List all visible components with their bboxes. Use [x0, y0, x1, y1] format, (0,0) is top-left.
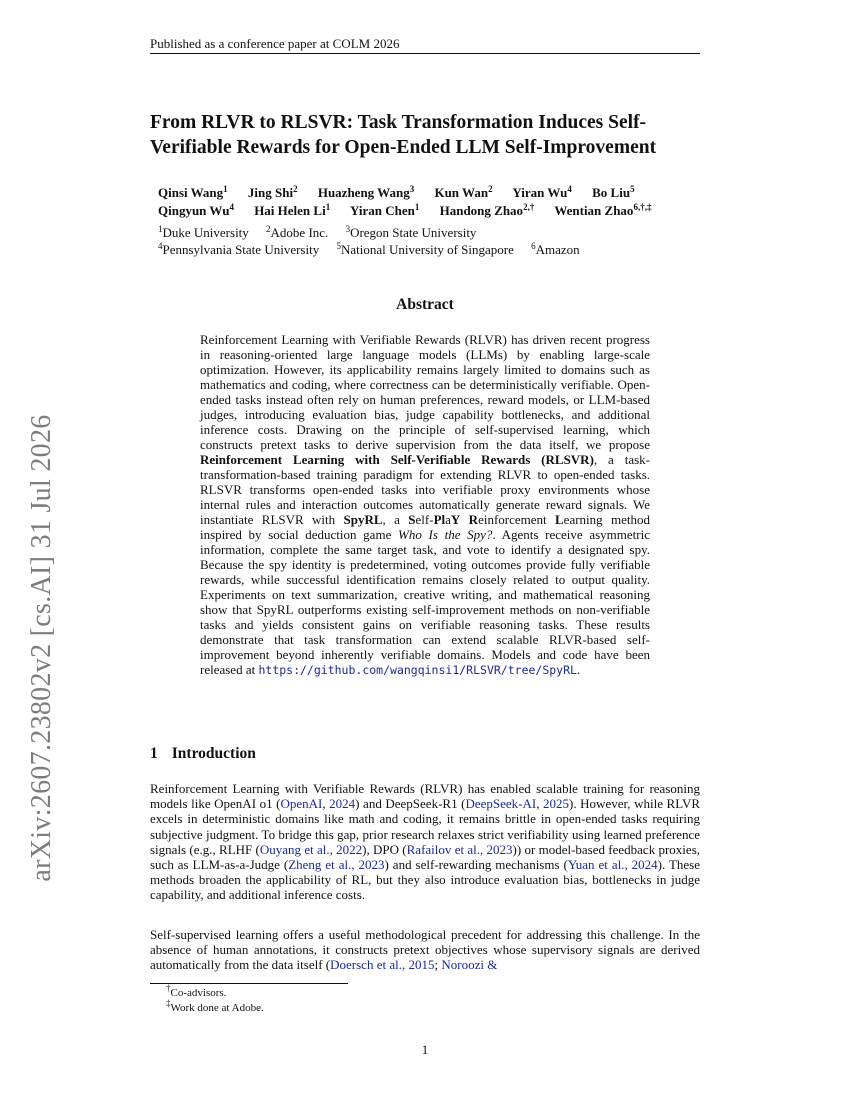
affiliation: $^2$Adobe Inc. [266, 224, 329, 240]
author: Yiran Wu$^4$ [512, 184, 572, 200]
footnote-adobe: ‡Work done at Adobe. [166, 998, 264, 1014]
author: Hai Helen Li$^1$ [254, 202, 331, 218]
footnote-co-advisors: †Co-advisors. [166, 983, 227, 999]
spyrl-name: SpyRL [343, 512, 383, 527]
title-line-1: From RLVR to RLSVR: Task Transformation Induces Self- [150, 112, 647, 133]
paper-title [150, 110, 710, 160]
citation-link[interactable]: Zheng et al., 2023 [288, 857, 385, 873]
section-heading-introduction: 1 Introduction [150, 745, 256, 762]
citation-link[interactable]: Yuan et al., 2024 [567, 857, 658, 873]
method-name: Reinforcement Learning with Self-Verifiable Rewards (RLSVR) [200, 452, 594, 467]
author: Jing Shi$^2$ [247, 184, 298, 200]
footnote-rule [150, 983, 348, 984]
affiliation-list [158, 224, 718, 258]
citation-link[interactable]: Doersch et al., 2015 [330, 957, 435, 973]
affiliation: $^3$Oregon State University [345, 224, 477, 240]
spyrl-expansion: Self-PlaY Reinforcement Learning [408, 512, 603, 527]
author: Qinsi Wang$^1$ [158, 184, 228, 200]
author: Handong Zhao$^{2,\dagger}$ [439, 202, 535, 218]
citation-link[interactable]: DeepSeek-AI [465, 796, 537, 812]
author: Kun Wan$^2$ [434, 184, 493, 200]
citation-link[interactable]: 2024 [329, 796, 356, 812]
intro-paragraph-1: Reinforcement Learning with Verifiable Rewards (RLVR) has enabled scalable training for reasoning models like OpenAI o1 (OpenAI, 2024) and DeepSeek-R1 (DeepSeek-AI, 2025). However, while RLVR excels in deterministic domains like math and coding, it remains brittle in open-ended tasks requiring subjective judgment. To bridge this gap, prior research relaxes strict verifiability using learned preference signals (e.g., RLHF (Ouyang et al., 2022), DPO (Rafailov et al., 2023)) or model-based feedback proxies, such as LLM-as-a-Judge (Zheng et al., 2023) and self-rewarding mechanisms (Yuan et al., 2024). These methods broaden the applicability of RL, but they also introduce evaluation bias, bottlenecks in judge capability, and additional inference costs. [150, 781, 701, 903]
author-list [158, 184, 718, 220]
citation-link[interactable]: Rafailov et al., 2023 [406, 841, 513, 857]
citation-link[interactable]: Noroozi & [441, 957, 498, 973]
abstract-heading: Abstract [396, 296, 454, 313]
intro-paragraph-2: Self-supervised learning offers a useful methodological precedent for addressing this challenge. In the absence of human annotations, it constructs pretext objectives whose supervisory signals are derived automatically from the data itself (Doersch et al., 2015; Noroozi & [150, 927, 700, 973]
affiliation: $^6$Amazon [531, 241, 580, 257]
affiliation: $^1$Duke University [158, 224, 249, 240]
title-line-2: Verifiable Rewards for Open-Ended LLM Self-Improvement [150, 137, 657, 158]
affiliation: $^4$Pennsylvania State University [158, 241, 320, 257]
author: Yiran Chen$^1$ [349, 202, 420, 218]
running-header: Published as a conference paper at COLM 2026 [150, 36, 400, 51]
author: Wentian Zhao$^{6,\dagger,\ddagger}$ [554, 202, 652, 218]
abstract-body: Reinforcement Learning with Verifiable Rewards (RLVR) has driven recent progress in reasoning-oriented large language models (LLMs) by enabling large-scale optimization. However, its applicability remains largely limited to domains such as mathematics and coding, where correctness can be deterministically verifiable. Open-ended tasks instead often rely on human preferences, reward models, or LLM-based judges, introducing evaluation bias, judge capability bottlenecks, and additional inference costs. Drawing on the principle of self-supervised learning, which constructs pretext tasks to derive supervision from the data itself, we propose Reinforcement Learning with Self-Verifiable Rewards (RLSVR), a task-transformation-based training paradigm for extending RLVR to open-ended tasks. RLSVR transforms open-ended tasks into verifiable proxy environments whose internal rules and interaction outcomes automatically generate reward signals. We instantiate RLSVR with SpyRL, a Self-PlaY Reinforcement Learning method inspired by social deduction game Who Is the Spy?. Agents receive asymmetric information, complete the same target task, and vote to identify a designated spy. Because the spy identity is predetermined, voting outcomes provide fully verifiable rewards, while successful identification remains closely related to output quality. Experiments on text summarization, creative writing, and mathematical reasoning show that SpyRL outperforms existing self-improvement methods on non-verifiable tasks and yields consistent gains on verifiable reasoning tasks. These results demonstrate that task transformation can extend scalable RLVR-based self-improvement beyond inherently verifiable domains. Models and code have been released at https://github.com/wangqinsi1/RLSVR/tree/SpyRL. [200, 332, 651, 677]
author: Qingyun Wu$^4$ [158, 202, 234, 218]
author: Bo Liu$^5$ [592, 184, 635, 200]
affiliation: $^5$National University of Singapore [336, 241, 514, 257]
author: Huazheng Wang$^3$ [317, 184, 415, 200]
game-title: Who Is the Spy? [398, 527, 493, 542]
citation-link[interactable]: Ouyang et al., 2022 [259, 841, 363, 857]
arxiv-stamp: arXiv:2607.23802v2 [cs.AI] 31 Jul 2026 [26, 414, 57, 882]
citation-link[interactable]: OpenAI [280, 796, 323, 812]
page-number: 1 [421, 1042, 429, 1057]
header-rule [150, 53, 700, 54]
code-link[interactable]: https://github.com/wangqinsi1/RLSVR/tree/SpyRL [258, 663, 577, 677]
citation-link[interactable]: 2025 [543, 796, 570, 812]
